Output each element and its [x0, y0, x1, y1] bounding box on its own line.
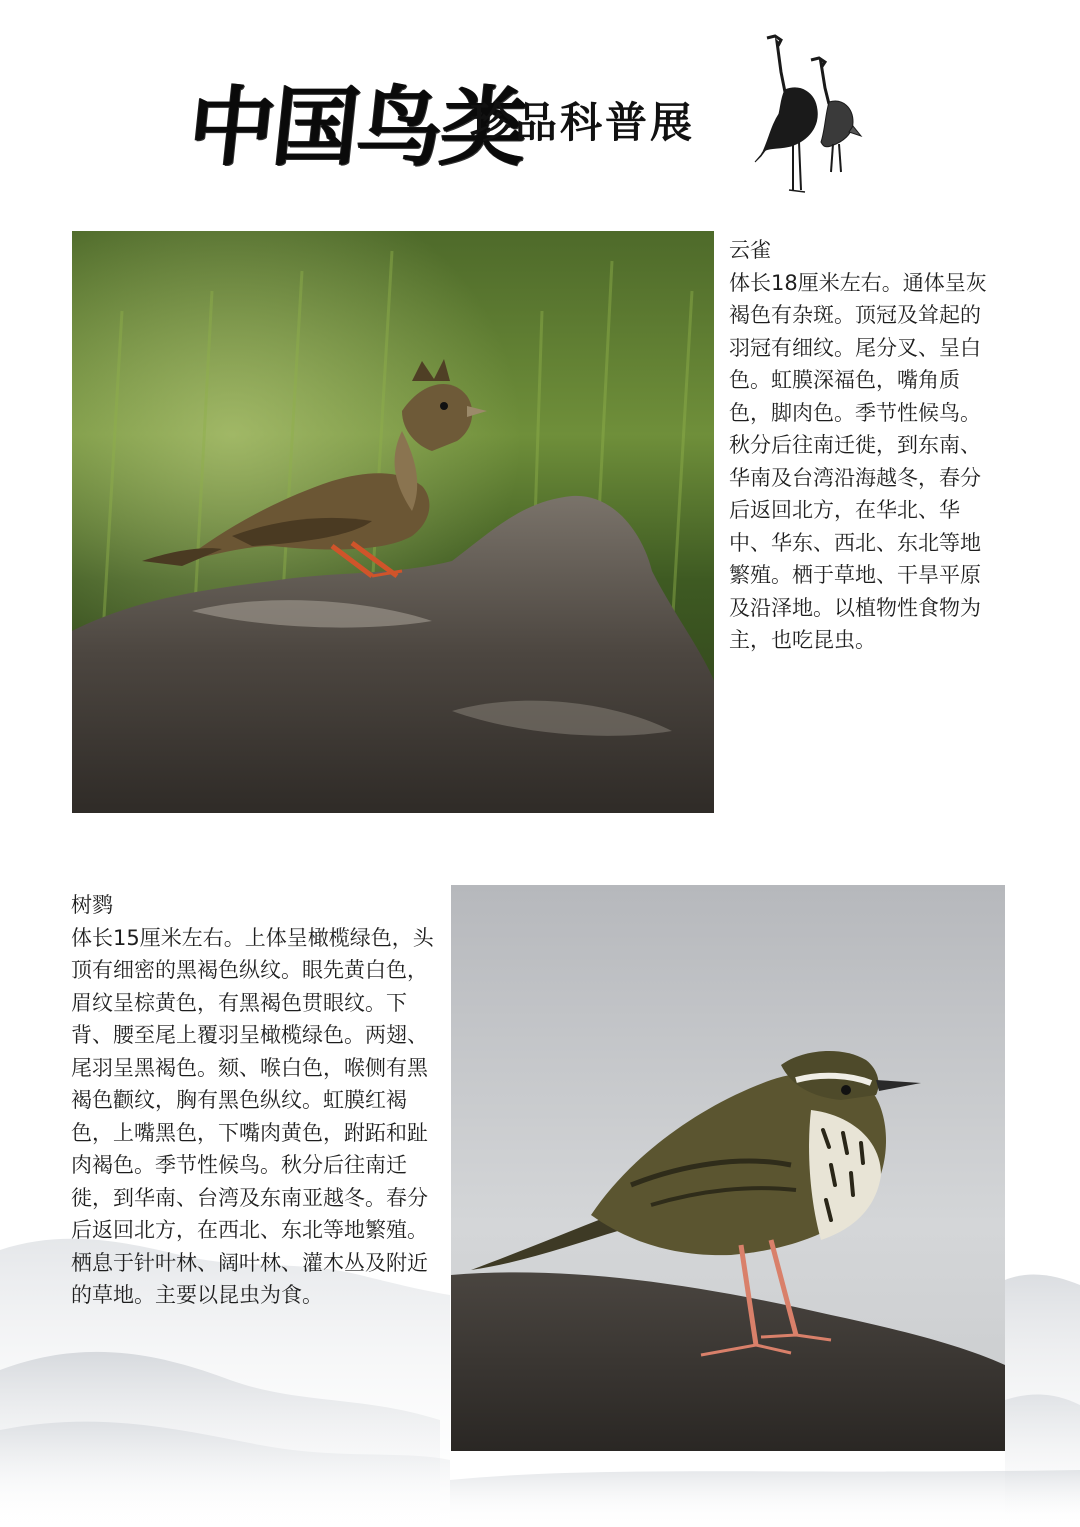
crane-silhouette-icon [745, 22, 865, 202]
species-text: 体长18厘米左右。通体呈灰褐色有杂斑。顶冠及耸起的羽冠有细纹。尾分叉、呈白色。虹膜深福色，嘴角质色，脚肉色。季节性候鸟。秋分后往南迁徙，到东南、华南及台湾沿海越冬，春分后返回北方，在华北、华中、华东、西北、东北等地繁殖。栖于草地、干旱平原及沿泽地。以植物性食物为主，也吃昆虫。 [729, 270, 987, 652]
page-subtitle: 珍品科普展 [470, 98, 696, 147]
page-header [0, 0, 1080, 210]
pipit-description [71, 889, 439, 1312]
skylark-description [729, 234, 1001, 657]
page-title: 中国鸟类 [183, 77, 531, 178]
pipit-photo [451, 885, 1005, 1451]
skylark-photo [72, 231, 714, 813]
species-name: 树鹨 [71, 893, 113, 917]
species-text: 体长15厘米左右。上体呈橄榄绿色，头顶有细密的黑褐色纵纹。眼先黄白色，眉纹呈棕黄色，有黑褐色贯眼纹。下背、腰至尾上覆羽呈橄榄绿色。两翅、尾羽呈黑褐色。颏、喉白色，喉侧有黑褐色颧纹，胸有黑色纵纹。虹膜红褐色，上嘴黑色，下嘴肉黄色，跗跖和趾肉褐色。季节性候鸟。秋分后往南迁徙，到华南、台湾及东南亚越冬。春分后返回北方，在西北、东北等地繁殖。栖息于针叶林、阔叶林、灌木丛及附近的草地。主要以昆虫为食。 [71, 925, 434, 1307]
species-name: 云雀 [729, 238, 771, 262]
